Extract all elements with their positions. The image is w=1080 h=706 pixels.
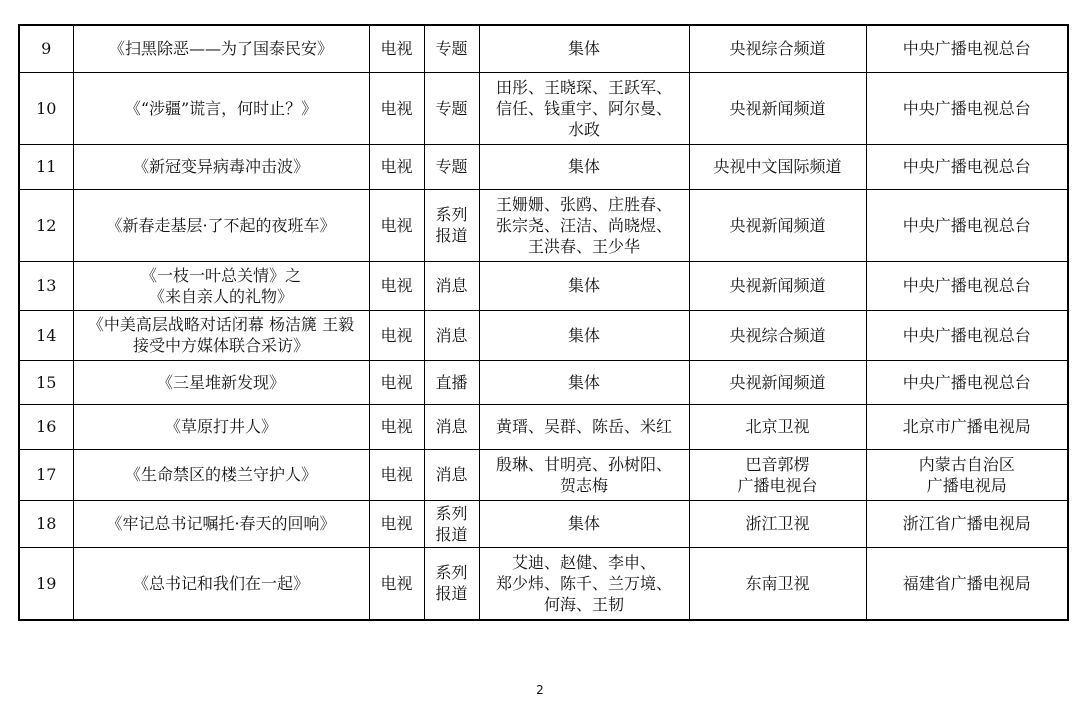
channel-cell: 央视综合频道 (689, 310, 866, 360)
row-number-cell: 17 (19, 449, 73, 500)
authors-cell: 黄瑨、吴群、陈岳、米红 (479, 404, 689, 449)
genre-cell: 系列 报道 (424, 500, 479, 547)
genre-cell: 直播 (424, 360, 479, 404)
unit-cell: 中央广播电视总台 (866, 25, 1068, 72)
genre-cell: 消息 (424, 404, 479, 449)
row-number-cell: 18 (19, 500, 73, 547)
authors-cell: 田彤、王晓琛、王跃军、 信任、钱重宇、阿尔曼、 水政 (479, 72, 689, 144)
page-number: 2 (536, 683, 544, 697)
channel-cell: 巴音郭楞 广播电视台 (689, 449, 866, 500)
authors-cell: 集体 (479, 25, 689, 72)
authors-cell: 集体 (479, 261, 689, 310)
title-cell: 《生命禁区的楼兰守护人》 (73, 449, 369, 500)
channel-cell: 央视综合频道 (689, 25, 866, 72)
table-row (19, 310, 1068, 360)
row-number-cell: 15 (19, 360, 73, 404)
genre-cell: 专题 (424, 144, 479, 189)
table-row (19, 360, 1068, 404)
media-cell: 电视 (369, 261, 424, 310)
table-row (19, 261, 1068, 310)
table-row (19, 25, 1068, 72)
media-cell: 电视 (369, 310, 424, 360)
table-row (19, 144, 1068, 189)
unit-cell: 中央广播电视总台 (866, 310, 1068, 360)
table-row (19, 547, 1068, 620)
table-body (19, 25, 1068, 620)
media-cell: 电视 (369, 360, 424, 404)
media-cell: 电视 (369, 189, 424, 261)
media-cell: 电视 (369, 404, 424, 449)
channel-cell: 央视新闻频道 (689, 261, 866, 310)
title-cell: 《草原打井人》 (73, 404, 369, 449)
authors-cell: 集体 (479, 310, 689, 360)
channel-cell: 央视新闻频道 (689, 72, 866, 144)
row-number-cell: 16 (19, 404, 73, 449)
awards-table (18, 24, 1069, 621)
title-cell: 《总书记和我们在一起》 (73, 547, 369, 620)
title-cell: 《扫黑除恶——为了国泰民安》 (73, 25, 369, 72)
media-cell: 电视 (369, 500, 424, 547)
authors-cell: 殷琳、甘明亮、孙树阳、 贺志梅 (479, 449, 689, 500)
table-row (19, 404, 1068, 449)
title-cell: 《“涉疆”谎言，何时止？》 (73, 72, 369, 144)
genre-cell: 专题 (424, 72, 479, 144)
unit-cell: 中央广播电视总台 (866, 144, 1068, 189)
media-cell: 电视 (369, 25, 424, 72)
channel-cell: 东南卫视 (689, 547, 866, 620)
row-number-cell: 11 (19, 144, 73, 189)
row-number-cell: 19 (19, 547, 73, 620)
unit-cell: 福建省广播电视局 (866, 547, 1068, 620)
media-cell: 电视 (369, 144, 424, 189)
authors-cell: 集体 (479, 360, 689, 404)
unit-cell: 中央广播电视总台 (866, 189, 1068, 261)
authors-cell: 集体 (479, 144, 689, 189)
title-cell: 《新冠变异病毒冲击波》 (73, 144, 369, 189)
unit-cell: 中央广播电视总台 (866, 360, 1068, 404)
row-number-cell: 14 (19, 310, 73, 360)
channel-cell: 央视新闻频道 (689, 189, 866, 261)
title-cell: 《中美高层战略对话闭幕 杨洁篪 王毅 接受中方媒体联合采访》 (73, 310, 369, 360)
genre-cell: 系列 报道 (424, 189, 479, 261)
title-cell: 《一枝一叶总关情》之 《来自亲人的礼物》 (73, 261, 369, 310)
authors-cell: 集体 (479, 500, 689, 547)
title-cell: 《牢记总书记嘱托·春天的回响》 (73, 500, 369, 547)
row-number-cell: 10 (19, 72, 73, 144)
genre-cell: 消息 (424, 449, 479, 500)
media-cell: 电视 (369, 547, 424, 620)
unit-cell: 北京市广播电视局 (866, 404, 1068, 449)
table-row (19, 449, 1068, 500)
channel-cell: 央视中文国际频道 (689, 144, 866, 189)
table-row (19, 189, 1068, 261)
channel-cell: 浙江卫视 (689, 500, 866, 547)
genre-cell: 消息 (424, 261, 479, 310)
genre-cell: 消息 (424, 310, 479, 360)
channel-cell: 央视新闻频道 (689, 360, 866, 404)
unit-cell: 中央广播电视总台 (866, 72, 1068, 144)
genre-cell: 系列 报道 (424, 547, 479, 620)
channel-cell: 北京卫视 (689, 404, 866, 449)
authors-cell: 王姗姗、张鸥、庄胜春、 张宗尧、汪洁、尚晓煜、 王洪春、王少华 (479, 189, 689, 261)
row-number-cell: 9 (19, 25, 73, 72)
table-row (19, 500, 1068, 547)
genre-cell: 专题 (424, 25, 479, 72)
title-cell: 《三星堆新发现》 (73, 360, 369, 404)
unit-cell: 内蒙古自治区 广播电视局 (866, 449, 1068, 500)
authors-cell: 艾迪、赵健、李申、 郑少炜、陈千、兰万境、 何海、王韧 (479, 547, 689, 620)
media-cell: 电视 (369, 72, 424, 144)
media-cell: 电视 (369, 449, 424, 500)
unit-cell: 浙江省广播电视局 (866, 500, 1068, 547)
table-row (19, 72, 1068, 144)
row-number-cell: 13 (19, 261, 73, 310)
unit-cell: 中央广播电视总台 (866, 261, 1068, 310)
title-cell: 《新春走基层·了不起的夜班车》 (73, 189, 369, 261)
row-number-cell: 12 (19, 189, 73, 261)
